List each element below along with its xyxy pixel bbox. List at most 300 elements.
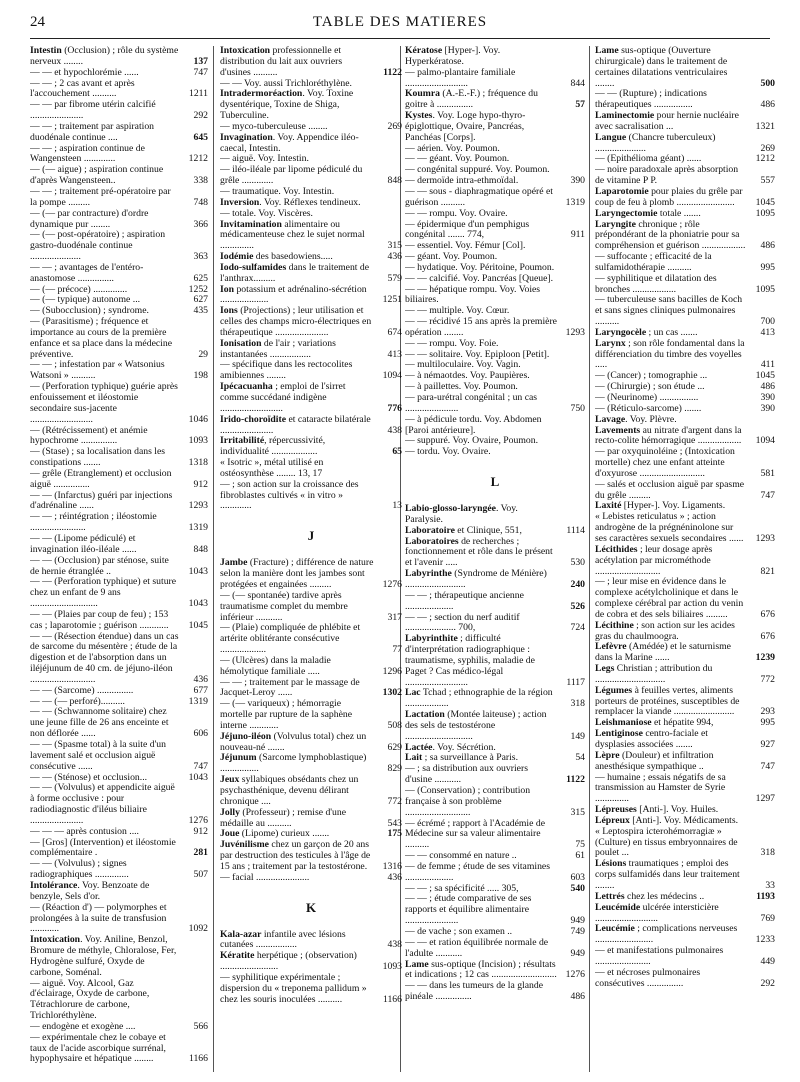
entry-text: — — (Plaies par coup de feu) ; 153 cas ; laparotomie ; guérison ............ <box>30 608 169 631</box>
entry-page-number: 829 <box>387 763 402 775</box>
entry-page-number: 625 <box>193 272 208 284</box>
entry-page-number: 137 <box>193 55 208 67</box>
index-entry <box>405 111 585 144</box>
entry-text: — — (Sténose) et occlusion... <box>30 771 148 783</box>
entry-page-number: 75 <box>575 839 585 851</box>
entry-text: — syphilitique et dilatation des bronches .................. <box>595 272 717 295</box>
entry-text: Leucémide ulcérée intersticière .......................... <box>595 901 719 924</box>
entry-text: — — solitaire. Voy. Epiploon [Petit]. <box>405 348 550 360</box>
index-entry <box>220 220 402 253</box>
entry-text: Lavage. Voy. Plèvre. <box>595 413 677 425</box>
entry-page-number: 65 <box>392 446 402 458</box>
index-entry <box>30 740 208 773</box>
entry-page-number: 526 <box>570 600 585 612</box>
entry-page-number: 1117 <box>566 676 585 688</box>
index-entry <box>405 634 585 688</box>
entry-text: — facial ...................... <box>220 871 310 883</box>
entry-text: — palmo-plantaire familiale .......................... <box>405 66 516 89</box>
entry-page-number: 1093 <box>188 435 208 447</box>
index-entry <box>595 426 775 448</box>
entry-text: Leucémie ; complications nerveuses ........................ <box>595 923 738 946</box>
entry-text: — myco-tuberculeuse ........ <box>220 120 328 132</box>
entry-text: — (Epithélioma géant) ...... <box>595 153 702 165</box>
entry-text: — aiguë. Voy. Alcool, Gaz d'éclairage, Oxyde de carbone, Tétrachlorure de carbone, Trichloréthylène. <box>30 977 150 1022</box>
index-entry <box>405 591 585 613</box>
entry-page-number: 338 <box>193 175 208 187</box>
entry-page-number: 292 <box>193 110 208 122</box>
entry-page-number: 530 <box>570 557 585 569</box>
index-entry <box>30 577 208 610</box>
entry-text: — tordu. Voy. Ovaire. <box>405 446 491 458</box>
entry-page-number: 1095 <box>755 283 775 295</box>
entry-text: — iléo-iléale par lipome pédiculé du grêle ............. <box>220 164 363 187</box>
entry-text: Labyrinthite ; difficulté d'interprétation radiographique : traumatisme, syphilis, maladie de Paget ? Cas médico-légal .......................... <box>405 633 535 688</box>
entry-text: — — consommé en nature .. <box>405 850 517 862</box>
entry-page-number: 747 <box>760 760 775 772</box>
index-entry <box>405 68 585 90</box>
entry-page-number: 413 <box>760 326 775 338</box>
entry-page-number: 438 <box>387 939 402 951</box>
entry-page-number: 603 <box>570 871 585 883</box>
entry-text: — para-urétral congénital ; un cas ...................... <box>405 392 538 414</box>
index-entry <box>220 591 402 624</box>
index-entry <box>220 753 402 775</box>
index-entry <box>30 512 208 534</box>
entry-page-number: 750 <box>570 402 585 414</box>
entry-page-number: 1276 <box>565 969 585 981</box>
index-entry <box>595 946 775 968</box>
entry-text: Lefèvre (Amédée) et le saturnisme dans la Marine ...... <box>595 641 731 664</box>
entry-text: Légumes à feuilles vertes, aliments porteurs de protéines, susceptibles de remplacer la viande ......................... <box>595 684 740 718</box>
entry-text: — — (Occlusion) par sténose, suite de hernie étranglée .. <box>30 554 169 577</box>
entry-text: — par oxyquinoléine ; (Intoxication mortelle) chez une enfant atteinte d'oxyurose ........................... <box>595 446 735 479</box>
index-entry <box>405 317 585 339</box>
entry-text: « Isotric », métal utilisé en ostéosynthèse ........ 13, 17 <box>220 457 324 479</box>
entry-page-number: 1043 <box>188 771 208 783</box>
entry-text: — — (Perforation typhique) et suture chez un enfant de 9 ans ............................ <box>30 576 177 610</box>
entry-page-number: 1045 <box>188 619 208 631</box>
entry-page-number: 772 <box>760 673 775 685</box>
entry-text: — — (Spasme total) à la suite d'un lavement salé et occlusion aiguë consécutive ...... <box>30 739 166 772</box>
entry-text: Lavements au nitrate d'argent dans la recto-colite hémorragique .................. <box>595 424 742 447</box>
entry-page-number: 1114 <box>566 524 585 536</box>
entry-page-number: 747 <box>193 760 208 772</box>
entry-page-number: 1319 <box>188 522 208 534</box>
entry-page-number: 366 <box>193 218 208 230</box>
entry-text: Juvénilisme chez un garçon de 20 ans par destruction des testicules à l'âge de 15 ans ; traitement par la testostérone. <box>220 839 371 872</box>
entry-page-number: 198 <box>193 370 208 382</box>
index-entry <box>30 827 208 838</box>
entry-page-number: 1046 <box>188 413 208 425</box>
entry-text: — — ; section du nerf auditif ..................... 700, <box>405 611 520 634</box>
entry-page-number: 674 <box>387 326 402 338</box>
entry-text: — (— post-opératoire) ; aspiration gastro-duodénale continue ..................... <box>30 229 166 263</box>
index-entry <box>405 537 585 570</box>
index-entry <box>30 707 208 740</box>
entry-text: — (— variqueux) ; hémorragie mortelle par rupture de la saphène interne ............ <box>220 698 353 731</box>
entry-text: Lettrés chez les médecins .. <box>595 890 705 902</box>
entry-text: Jeux syllabiques obsédants chez un psychasthénique, devenu délirant chronique .... <box>220 774 359 807</box>
entry-text: — épidermique d'un pemphigus congénital ....... 774, <box>405 218 530 241</box>
entry-page-number: 436 <box>193 673 208 685</box>
entry-text: Laxité [Hyper-]. Voy. Ligaments. <box>595 500 726 512</box>
index-entry <box>595 621 775 643</box>
entry-text: — (Plaie) compliquée de phlébite et artérite oblitérante consécutive ................... <box>220 622 361 656</box>
entry-text: — (— précoce) .............. <box>30 283 128 295</box>
entry-text: Intoxication professionnelle et distribution du lait aux ouvriers d'usines .......... <box>220 46 343 78</box>
index-entry <box>405 89 585 111</box>
entry-page-number: 1318 <box>188 457 208 469</box>
section-letter: L <box>490 474 500 490</box>
entry-text: — — ; infestation par « Watsonius Watsoni » .......... <box>30 359 165 382</box>
entry-text: — à paillettes. Voy. Poumon. <box>405 381 518 393</box>
entry-page-number: 269 <box>387 120 402 132</box>
index-entry <box>595 133 775 155</box>
index-entry <box>595 187 775 209</box>
entry-page-number: 1293 <box>565 326 585 338</box>
entry-text: — à pédicule tordu. Voy. Abdomen [Paroi antérieure]. <box>405 413 542 436</box>
entry-text: Lactée. Voy. Sécrétion. <box>405 741 496 753</box>
index-entry <box>30 935 208 978</box>
entry-text: Invitamination alimentaire ou médicamenteuse chez le sujet normal .............. <box>220 218 365 252</box>
entry-page-number: 54 <box>575 752 585 764</box>
entry-text: — (Rétrécissement) et anémie hypochrome ............... <box>30 424 148 447</box>
entry-page-number: 411 <box>760 359 775 371</box>
entry-page-number: 57 <box>575 99 585 111</box>
entry-page-number: 911 <box>570 229 585 241</box>
entry-page-number: 1297 <box>755 793 775 805</box>
page-number: 24 <box>30 14 45 30</box>
entry-text: — (Perforation typhique) guérie après enfouissement et iléostomie secondaire sus-jacente .......................... <box>30 381 178 425</box>
entry-text: — — par fibrome utérin calcifié ...................... <box>30 99 156 122</box>
entry-text: Laboratoires de recherches ; fonctionnement et rôle dans le présent et l'avenir ..... <box>405 535 553 569</box>
index-entry <box>405 339 585 350</box>
entry-text: — de vache ; son examen .. <box>405 925 513 937</box>
index-entry <box>30 469 208 491</box>
entry-text: Lactation (Montée laiteuse) ; action des sels de testostérone ............................ <box>405 709 547 742</box>
entry-text: — — (Infarctus) guéri par injections d'adrénaline ...... <box>30 489 173 512</box>
entry-page-number: 1319 <box>565 196 585 208</box>
index-entry <box>595 827 775 860</box>
index-entry <box>595 295 775 328</box>
entry-text: — salés et occlusion aiguë par spasme du grêle ......... <box>595 478 745 501</box>
entry-text: Lépreux [Anti-]. Voy. Médicaments. <box>595 814 739 826</box>
index-entry <box>30 903 208 936</box>
index-entry <box>220 951 402 973</box>
index-column-4 <box>595 46 775 1072</box>
entry-page-number: 1095 <box>755 207 775 219</box>
entry-page-number: 627 <box>193 294 208 306</box>
entry-text: — (Chirurgie) ; son étude ... <box>595 381 705 393</box>
entry-text: Intolérance. Voy. Benzoate de benzyle, Sels d'or. <box>30 879 150 902</box>
entry-page-number: 769 <box>760 912 775 924</box>
entry-page-number: 1293 <box>755 532 775 544</box>
entry-page-number: 1251 <box>382 294 402 306</box>
entry-page-number: 1212 <box>188 153 208 165</box>
entry-page-number: 927 <box>760 739 775 750</box>
entry-page-number: 776 <box>387 402 402 414</box>
entry-text: — (— typique) autonome ... <box>30 294 141 306</box>
index-entry <box>220 46 402 79</box>
index-entry <box>30 187 208 209</box>
entry-text: Laryngectomie totale ....... <box>595 207 701 219</box>
index-entry <box>30 68 208 79</box>
entry-page-number: 293 <box>760 706 775 718</box>
entry-text: Laboratoire et Clinique, 551, <box>405 524 522 536</box>
index-entry <box>405 819 585 852</box>
entry-page-number: 436 <box>387 871 402 883</box>
entry-text: Joue (Lipome) curieux ....... <box>220 828 330 840</box>
entry-text: Kystes. Voy. Loge hypo-thyro-épiglottique, Ovaire, Pancréas, Panchéas [Corps]. <box>405 110 526 143</box>
index-entry <box>30 686 208 697</box>
entry-text: — à némaotdes. Voy. Paupières. <box>405 370 530 382</box>
entry-text: — noire paradoxale après absorption de vitamine P P. <box>595 164 739 187</box>
index-entry <box>405 938 585 960</box>
index-entry <box>405 415 585 437</box>
index-entry <box>30 783 208 826</box>
entry-page-number: 1212 <box>755 153 775 165</box>
entry-text: Laparotomie pour plaies du grêle par coup de feu à plomb ........................ <box>595 185 743 208</box>
index-entry <box>220 480 402 513</box>
entry-page-number: 1043 <box>188 598 208 610</box>
index-entry <box>595 577 775 620</box>
index-entry <box>220 840 402 873</box>
index-entry <box>220 775 402 808</box>
index-entry <box>405 187 585 209</box>
entry-text: Invagination. Voy. Appendice iléo-caecal, Intestin. <box>220 131 359 154</box>
entry-text: — — (Volvulus) ; signes radiographiques .............. <box>30 858 129 881</box>
entry-text: — — ; traitement par le massage de Jacquet-Leroy ...... <box>220 676 360 699</box>
index-entry <box>220 458 402 480</box>
entry-text: — — multiple. Voy. Cœur. <box>405 305 510 317</box>
entry-text: — — rompu. Voy. Ovaire. <box>405 207 508 219</box>
index-entry <box>595 339 775 372</box>
entry-page-number: 1252 <box>188 283 208 295</box>
index-entry <box>595 165 775 187</box>
entry-page-number: 363 <box>193 251 208 263</box>
entry-page-number: 1043 <box>188 565 208 577</box>
entry-page-number: 390 <box>760 392 775 403</box>
index-entry <box>405 960 585 982</box>
index-entry <box>595 220 775 253</box>
index-entry <box>405 764 585 786</box>
index-entry <box>405 285 585 307</box>
entry-page-number: 724 <box>570 622 585 634</box>
index-entry <box>595 252 775 274</box>
entry-text: — spécifique dans les rectocolites amibiennes ........ <box>220 359 353 382</box>
index-entry <box>595 274 775 296</box>
entry-page-number: 700 <box>760 316 775 328</box>
index-entry <box>595 924 775 946</box>
index-entry <box>405 786 585 819</box>
entry-text: — — (Lipome pédiculé) et invagination iléo-iléale ...... <box>30 532 137 555</box>
entry-page-number: 557 <box>760 175 775 187</box>
index-entry <box>595 859 775 892</box>
index-entry <box>220 306 402 339</box>
index-entry <box>220 732 402 754</box>
index-entry <box>30 979 208 1022</box>
entry-text: — — ; traitement pré-opératoire par la pompe ......... <box>30 185 171 208</box>
entry-page-number: 821 <box>760 565 775 577</box>
index-entry <box>220 165 402 187</box>
index-entry <box>595 773 775 806</box>
entry-text: — — ; étude comparative de ses rapports et équilibre alimentaire ...................... <box>405 893 532 927</box>
entry-text: — — — après contusion .... <box>30 825 139 837</box>
entry-page-number: 240 <box>570 578 585 590</box>
entry-page-number: 566 <box>193 1020 208 1032</box>
entry-page-number: 1302 <box>382 687 402 699</box>
index-entry <box>30 838 208 860</box>
entry-text: — — calcifié. Voy. Pancréas [Queue]. <box>405 272 554 284</box>
entry-text: Iodémie des basedowiens..... <box>220 251 333 263</box>
entry-text: — — et hypochlorémie ...... <box>30 66 139 78</box>
entry-text: — essentiel. Voy. Fémur [Col]. <box>405 240 526 252</box>
entry-text: — — (Résection étendue) dans un cas de sarcome du mésentère ; étude de la digestion et de l'absorption dans un iléjéjunum de 40 cm. de jéjuno-iléon ........................... <box>30 630 179 685</box>
entry-text: Larynx ; son rôle fondamental dans la différenciation du timbre des voyelles ..... <box>595 337 745 371</box>
index-entry <box>595 751 775 773</box>
section-letter: K <box>305 899 317 915</box>
column-divider <box>213 46 214 1072</box>
entry-text: Intradermoréaction. Voy. Toxine dysentérique, Toxine de Shiga, Tuberculine. <box>220 88 354 122</box>
entry-text: — tuberculeuse sans bacilles de Koch et sans signes cliniques pulmonaires .......... <box>595 294 743 328</box>
entry-page-number: 438 <box>387 424 402 436</box>
index-entry <box>405 447 585 458</box>
index-entry <box>220 263 402 285</box>
entry-text: — et nécroses pulmonaires consécutives ............... <box>595 966 701 989</box>
index-entry <box>30 360 208 382</box>
entry-page-number: 413 <box>387 348 402 360</box>
index-entry <box>220 133 402 155</box>
entry-page-number: 508 <box>387 719 402 731</box>
entry-page-number: 292 <box>760 977 775 989</box>
entry-page-number: 1239 <box>755 652 775 664</box>
index-entry <box>405 569 585 591</box>
entry-page-number: 848 <box>193 543 208 555</box>
index-entry <box>405 862 585 884</box>
entry-page-number: 1094 <box>755 435 775 447</box>
entry-page-number: 747 <box>760 489 775 501</box>
entry-page-number: 317 <box>387 611 402 623</box>
index-entry <box>30 209 208 231</box>
index-entry <box>595 642 775 664</box>
column-divider <box>589 46 590 1072</box>
entry-text: Lésions traumatiques ; emploi des corps sulfamidés dans leur traitement ........ <box>595 858 740 891</box>
index-entry <box>595 480 775 502</box>
entry-text: Koumra (A.-E.-F.) ; fréquence du goitre à ............... <box>405 88 538 111</box>
entry-page-number: 318 <box>760 847 775 859</box>
index-entry <box>30 122 208 144</box>
entry-page-number: 540 <box>570 882 585 894</box>
entry-text: — — (— perforé).......... <box>30 695 125 707</box>
index-entry <box>405 274 585 285</box>
entry-text: — (— par contracture) d'ordre dynamique pur ........ <box>30 207 149 230</box>
entry-text: — — récidivé 15 ans après la première opération ........ <box>405 316 557 338</box>
index-entry <box>220 360 402 382</box>
entry-text: — congénital suppuré. Voy. Poumon. <box>405 164 550 176</box>
entry-text: Lépreuses [Anti-]. Voy. Huiles. <box>595 804 719 816</box>
index-entry <box>30 859 208 881</box>
index-entry <box>220 808 402 830</box>
index-entry <box>30 263 208 285</box>
entry-text: — [Gros] (Intervention) et iléostomie complémentaire . <box>30 836 176 859</box>
index-entry <box>405 981 585 1003</box>
index-entry <box>220 873 402 884</box>
entry-text: — humaine ; essais négatifs de sa transmission au Hamster de Syrie .............. <box>595 771 726 805</box>
entry-page-number: 1233 <box>755 934 775 946</box>
entry-page-number: 543 <box>387 817 402 829</box>
entry-text: Lac Tchad ; ethnographie de la région .................. <box>405 687 553 710</box>
entry-text: — dermoïde intra-ethmoïdal. <box>405 175 519 187</box>
entry-text: Kératite herpétique ; (observation) ........................ <box>220 950 357 973</box>
entry-page-number: 486 <box>760 240 775 252</box>
entry-page-number: 1092 <box>188 923 208 935</box>
page-title: TABLE DES MATIERES <box>312 14 488 30</box>
entry-text: — (Conservation) ; contribution française à son problème ........................... <box>405 785 531 818</box>
entry-page-number: 749 <box>570 925 585 937</box>
entry-page-number: 912 <box>193 825 208 837</box>
entry-page-number: 1094 <box>382 370 402 382</box>
entry-page-number: 435 <box>193 305 208 317</box>
index-entry <box>220 623 402 656</box>
entry-page-number: 1319 <box>188 695 208 707</box>
entry-text: — — (Volvulus) et appendicite aiguë à forme occlusive : pour radiodiagnostic d'iléus biliaire ...................... <box>30 782 175 826</box>
entry-text: — — dans les tumeurs de la glande pinéale ............... <box>405 980 544 1003</box>
entry-text: — (Subocclusion) ; syndrome. <box>30 305 149 317</box>
entry-text: — hydatique. Voy. Péritoine, Poumon. <box>405 261 555 273</box>
entry-text: — (Neurinome) ................ <box>595 392 699 403</box>
index-entry <box>220 930 402 952</box>
index-entry <box>220 558 402 591</box>
index-entry <box>30 144 208 166</box>
index-entry <box>30 556 208 578</box>
entry-text: — endogène et exogène .... <box>30 1020 136 1032</box>
entry-text: — — (Schwannome solitaire) chez une jeune fille de 26 ans enceinte et non déflorée ...... <box>30 706 169 740</box>
entry-page-number: 677 <box>193 684 208 696</box>
entry-text: — aiguë. Voy. Intestin. <box>220 153 309 165</box>
entry-text: — et manifestations pulmonaires ....................... <box>595 945 724 967</box>
index-entry <box>405 220 585 242</box>
index-entry <box>595 545 775 578</box>
index-entry <box>30 165 208 187</box>
entry-text: Lécithides ; leur dosage après acétylation par microméthode ........................... <box>595 543 713 577</box>
entry-page-number: 1093 <box>382 961 402 973</box>
entry-text: — — ; avantages de l'entéro-anastomose ............... <box>30 261 144 284</box>
index-entry <box>30 426 208 448</box>
entry-text: — — Voy. aussi Trichloréthylène. <box>220 77 352 89</box>
entry-page-number: 29 <box>198 348 208 360</box>
index-entry <box>220 436 402 458</box>
index-entry <box>595 89 775 111</box>
entry-text: — — ; 2 cas avant et après l'accouchement .......... <box>30 77 135 100</box>
index-entry <box>30 491 208 513</box>
index-entry <box>405 894 585 927</box>
entry-text: — — (Sarcome) ............... <box>30 684 134 696</box>
entry-page-number: 436 <box>387 251 402 263</box>
entry-text: Kératose [Hyper-]. Voy. Hyperkératose. <box>405 46 501 67</box>
entry-page-number: 507 <box>193 869 208 881</box>
entry-page-number: 175 <box>387 828 402 840</box>
entry-text: — ; leur mise en évidence dans le complexe acétylcholinique et dans le complexe cérébral par action du venin de cobra et des sels biliaires ......... <box>595 576 744 620</box>
entry-text: — expérimentale chez le cobaye et taux de l'acide ascorbique surrénal, hypophysaire et hépatique ........ <box>30 1031 166 1065</box>
entry-page-number: 1211 <box>188 88 208 100</box>
entry-text: — — ; thérapeutique ancienne .................... <box>405 589 524 612</box>
entry-page-number: 772 <box>387 795 402 807</box>
entry-text: Labyrinthe (Syndrome de Ménière) ......................... <box>405 568 547 590</box>
entry-text: Lécithine ; son action sur les acides gras du chaulmoogra. <box>595 619 735 642</box>
entry-page-number: 995 <box>760 261 775 273</box>
entry-text: Kala-azar infantile avec lésions cutanées ................. <box>220 928 346 951</box>
entry-text: Leishmaniose et hépatite 994, <box>595 717 714 729</box>
